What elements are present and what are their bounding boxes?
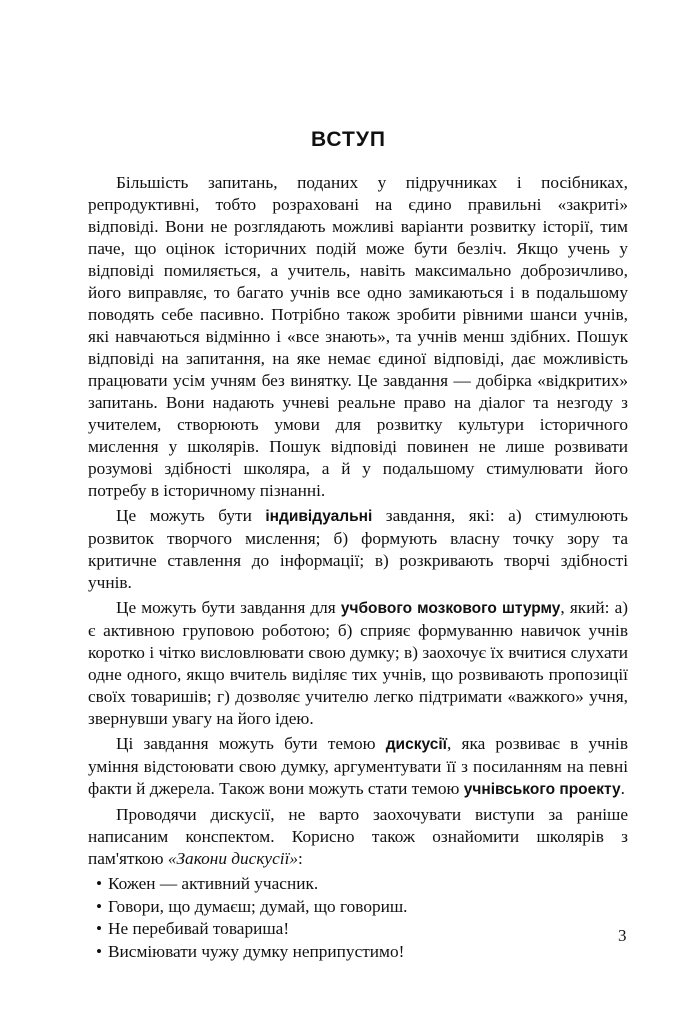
paragraph-discussion	[88, 733, 628, 801]
paragraph-intro: Більшість запитань, поданих у підручниках і посібниках, репродуктивні, тобто розраховані на єдино правильні «закриті» відповіді. Вони не розглядають можливі варіанти розвитку історії, тим паче, що оцінок історичних подій може бути безліч. Якщо учень у відповіді помиляється, а учитель, навіть максимально доброзичливо, його виправляє, то багато учнів все одно замикаються і в подальшому поводять себе пасивно. Потрібно також зробити рівними шанси учнів, які навчаються відмінно і «все знають», та учнів менш здібних. Пошук відповіді на запитання, на яке немає єдиної відповіді, дає можливість працювати усім учням без винятку. Це завдання — добірка «відкритих» запитань. Вони надають учневі реальне право на діалог та незгоду з учителем, створюють умови для розвитку культури історичного мислення у школярів. Пошук відповіді повинен не лише розвивати розумові здібності школяра, а й у подальшому стимулювати його потребу в історичному пізнанні.	[88, 173, 628, 500]
bold-term: індивідуальні	[265, 508, 373, 525]
list-item	[88, 918, 628, 941]
body-text	[88, 172, 628, 963]
bold-term: учбового мозкового штурму	[340, 600, 561, 617]
bold-term: учнівського проекту	[463, 781, 621, 798]
bold-term: дискусії	[385, 736, 447, 753]
paragraph-individual-tasks	[88, 505, 628, 594]
paragraph-text: Це можуть бути	[116, 506, 266, 525]
list-item-text: Висміювати чужу думку неприпустимо!	[108, 941, 405, 961]
list-item	[88, 896, 628, 919]
bullet-icon: •	[96, 874, 103, 893]
paragraph-text: , який: а) є активною груповою роботою; б) сприяє формуванню навичок учнів коротко і чітко висловлювати свою думку; в) заохочує їх вчитися слухати одне одного, якщо вчитель виділяє тих учнів, що розвивають пропозиції своїх товаришів; г) дозволяє учителю легко підтримати «важкого» учня, звернувши увагу на його ідею.	[88, 598, 628, 728]
paragraph-text: Це можуть бути завдання для	[116, 598, 341, 617]
paragraph-text: завдання, які: а) стимулюють розвиток творчого мислення; б) формують власну точку зору та критичне ставлення до інформації; в) розкривають творчі здібності учнів.	[88, 506, 628, 592]
paragraph-text: Ці завдання можуть бути темою	[116, 734, 386, 753]
paragraph-text: :	[298, 849, 303, 868]
bullet-icon: •	[96, 896, 103, 916]
list-item-text: Кожен — активний учасник.	[108, 874, 319, 893]
paragraph-text: Проводячи дискусії, не варто заохочувати виступи за раніше написаним конспектом. Корисно також ознайомити школярів з пам'яткою	[88, 805, 628, 868]
list-item-text: Говори, що думаєш; думай, що говориш.	[108, 896, 408, 916]
italic-term: «Закони дискусії»	[167, 849, 299, 868]
list-item-text: Не перебивай товариша!	[108, 919, 290, 938]
bullet-icon: •	[96, 941, 103, 961]
paragraph-text: , яка розвиває в учнів уміння відстоювати свою думку, аргументувати її з посиланням на певні факти й джерела. Також вони можуть стати темою	[88, 734, 628, 798]
list-item	[88, 941, 628, 964]
discussion-rules-list	[88, 873, 628, 963]
list-item	[88, 873, 628, 896]
paragraph-memo	[88, 804, 628, 870]
page-title: ВСТУП	[311, 128, 386, 151]
bullet-icon: •	[96, 919, 103, 938]
paragraph-brainstorm	[88, 597, 628, 730]
page-number: 3	[618, 926, 627, 945]
paragraph-text: .	[620, 779, 625, 798]
